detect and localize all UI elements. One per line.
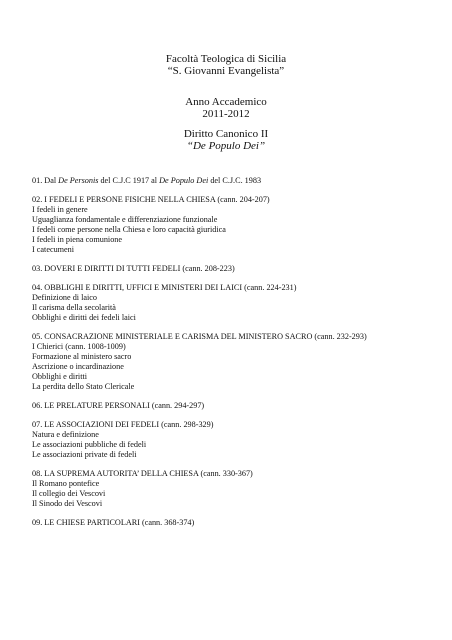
section-subitem: Il carisma della secolarità	[32, 303, 116, 312]
section-subitem: Uguaglianza fondamentale e differenziazione funzionale	[32, 215, 218, 224]
section-title: 05. CONSACRAZIONE MINISTERIALE E CARISMA DEL MINISTERO SACRO (cann. 232-293)	[32, 332, 367, 341]
course-block	[0, 128, 452, 152]
section-title-part: 01. Dal	[32, 176, 59, 185]
toc-section	[32, 401, 422, 411]
section-subitem: Il Romano pontefice	[32, 479, 100, 488]
section-title: 09. LE CHIESE PARTICOLARI (cann. 368-374)	[32, 518, 195, 527]
section-subitem: Obblighi e diritti	[32, 372, 88, 381]
toc-section	[32, 176, 422, 186]
toc-section	[32, 518, 422, 528]
section-title-part: del C.J.C. 1983	[208, 176, 262, 185]
toc-section	[32, 283, 422, 323]
section-subitem: Obblighi e diritti dei fedeli laici	[32, 313, 136, 322]
section-subitem: La perdita dello Stato Clericale	[32, 382, 135, 391]
section-title-part: De Populo Dei	[159, 176, 209, 185]
academic-year-block	[0, 96, 452, 120]
section-subitem: I Chierici (cann. 1008-1009)	[32, 342, 126, 351]
section-subitem: I fedeli come persone nella Chiesa e loro capacità giuridica	[32, 225, 226, 234]
section-title-part: De Personis	[58, 176, 99, 185]
section-subitem: Formazione al ministero sacro	[32, 352, 132, 361]
section-title: 04. OBBLIGHI E DIRITTI, UFFICI E MINISTERI DEI LAICI (cann. 224-231)	[32, 283, 297, 292]
section-title: 08. LA SUPREMA AUTORITA’ DELLA CHIESA (cann. 330-367)	[32, 469, 253, 478]
toc-section	[32, 264, 422, 274]
document-header	[0, 53, 452, 77]
section-subitem: Ascrizione o incardinazione	[32, 362, 124, 371]
section-subitem: I fedeli in genere	[32, 205, 88, 214]
toc-section	[32, 332, 422, 392]
section-title	[32, 176, 422, 186]
section-subitem: Il collegio dei Vescovi	[32, 489, 106, 498]
section-subitem: Le associazioni private di fedeli	[32, 450, 137, 459]
section-subitem: I fedeli in piena comunione	[32, 235, 123, 244]
section-subitem: Natura e definizione	[32, 430, 99, 439]
section-title: 02. I FEDELI E PERSONE FISICHE NELLA CHIESA (cann. 204-207)	[32, 195, 270, 204]
academic-year-value: 2011-2012	[202, 108, 250, 120]
course-title: Diritto Canonico II	[183, 128, 269, 140]
section-subitem: Le associazioni pubbliche di fedeli	[32, 440, 147, 449]
section-title: 03. DOVERI E DIRITTI DI TUTTI FEDELI (cann. 208-223)	[32, 264, 235, 273]
section-subitem: Definizione di laico	[32, 293, 98, 302]
faculty-name: Facoltà Teologica di Sicilia	[165, 53, 287, 65]
toc-section	[32, 469, 422, 509]
academic-year-label: Anno Accademico	[185, 96, 267, 108]
section-subitem: I catecumeni	[32, 245, 75, 254]
institute-name: “S. Giovanni Evangelista”	[167, 65, 285, 77]
section-subitem: Il Sinodo dei Vescovi	[32, 499, 103, 508]
toc-section	[32, 195, 422, 255]
section-title-part: del C.J.C 1917 al	[98, 176, 160, 185]
table-of-contents	[32, 176, 422, 537]
section-title: 06. LE PRELATURE PERSONALI (cann. 294-297)	[32, 401, 205, 410]
section-title: 07. LE ASSOCIAZIONI DEI FEDELI (cann. 298-329)	[32, 420, 214, 429]
course-subtitle: “De Populo Dei”	[186, 140, 266, 152]
toc-section	[32, 420, 422, 460]
